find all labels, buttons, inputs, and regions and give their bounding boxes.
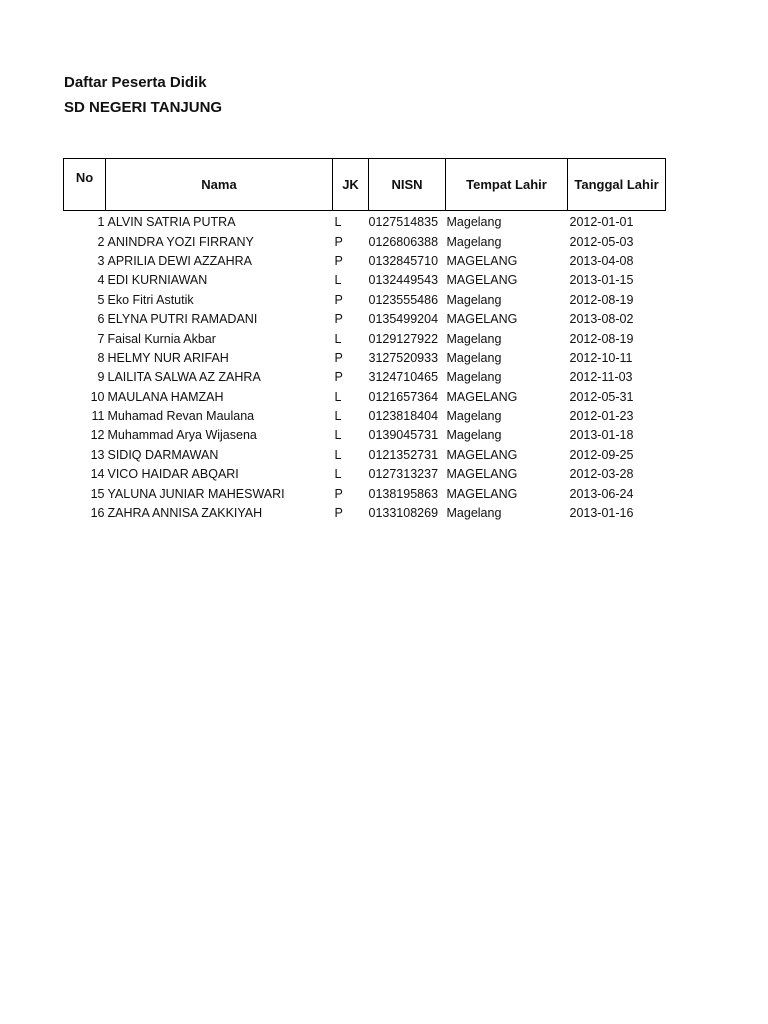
- cell-tanggal-lahir: 2013-04-08: [569, 253, 634, 268]
- cell-jk: L: [334, 428, 342, 443]
- cell-nisn: 0132449543: [368, 273, 439, 288]
- cell-no: 3: [97, 253, 105, 268]
- cell-nama: YALUNA JUNIAR MAHESWARI: [107, 486, 285, 501]
- cell-tanggal-lahir: 2012-01-23: [569, 409, 634, 424]
- cell-no: 7: [97, 331, 105, 346]
- cell-nama: HELMY NUR ARIFAH: [107, 350, 229, 365]
- table-row: [64, 349, 666, 368]
- school-name: SD NEGERI TANJUNG: [64, 99, 223, 116]
- cell-tanggal-lahir: 2012-11-03: [569, 370, 633, 385]
- cell-tempat-lahir: Magelang: [446, 506, 502, 521]
- cell-no: 5: [97, 292, 105, 307]
- cell-tempat-lahir: MAGELANG: [446, 273, 518, 288]
- cell-nama: LAILITA SALWA AZ ZAHRA: [107, 370, 261, 385]
- cell-jk: P: [334, 486, 343, 501]
- cell-no: 8: [97, 350, 105, 365]
- cell-no: 4: [97, 273, 105, 288]
- cell-nisn: 0132845710: [368, 253, 439, 268]
- cell-no: 10: [90, 389, 105, 404]
- cell-jk: P: [334, 370, 343, 385]
- cell-tanggal-lahir: 2013-01-15: [569, 273, 634, 288]
- cell-no: 16: [90, 506, 105, 521]
- header-tempat-lahir: Tempat Lahir: [446, 159, 568, 211]
- table-row: [64, 407, 666, 426]
- cell-tempat-lahir: MAGELANG: [446, 486, 518, 501]
- cell-nama: ANINDRA YOZI FIRRANY: [107, 234, 254, 249]
- cell-nisn: 0129127922: [368, 331, 439, 346]
- cell-tanggal-lahir: 2012-05-31: [569, 389, 634, 404]
- cell-nama: ZAHRA ANNISA ZAKKIYAH: [107, 506, 263, 521]
- table-row: [64, 252, 666, 271]
- cell-tempat-lahir: MAGELANG: [446, 447, 518, 462]
- document-title: Daftar Peserta Didik: [64, 74, 207, 91]
- cell-jk: P: [334, 253, 343, 268]
- cell-no: 6: [97, 312, 105, 327]
- table-header: [64, 159, 666, 211]
- cell-tempat-lahir: MAGELANG: [446, 389, 518, 404]
- cell-jk: L: [334, 389, 342, 404]
- cell-tempat-lahir: MAGELANG: [446, 253, 518, 268]
- table-row: [64, 329, 666, 348]
- cell-nama: ELYNA PUTRI RAMADANI: [107, 312, 258, 327]
- cell-nama: SIDIQ DARMAWAN: [107, 447, 219, 462]
- cell-nama: Muhamad Revan Maulana: [107, 409, 255, 424]
- cell-tanggal-lahir: 2012-05-03: [569, 234, 634, 249]
- cell-no: 9: [97, 370, 105, 385]
- cell-jk: P: [334, 234, 343, 249]
- cell-nama: Muhammad Arya Wijasena: [107, 428, 257, 443]
- table-row: [64, 368, 666, 387]
- cell-nama: Eko Fitri Astutik: [107, 292, 194, 307]
- cell-jk: P: [334, 350, 343, 365]
- cell-tanggal-lahir: 2013-01-18: [569, 428, 634, 443]
- cell-nama: ALVIN SATRIA PUTRA: [107, 215, 236, 230]
- table-body: [64, 211, 666, 524]
- cell-tempat-lahir: MAGELANG: [446, 467, 518, 482]
- cell-nisn: 0127514835: [368, 215, 439, 230]
- header-jk: JK: [333, 159, 369, 211]
- table-row: [64, 504, 666, 523]
- cell-tanggal-lahir: 2012-01-01: [569, 215, 634, 230]
- cell-nama: APRILIA DEWI AZZAHRA: [107, 253, 252, 268]
- cell-nisn: 0127313237: [368, 467, 439, 482]
- cell-tanggal-lahir: 2013-06-24: [569, 486, 634, 501]
- header-tanggal-lahir: Tanggal Lahir: [568, 159, 666, 211]
- student-table: [63, 158, 666, 523]
- cell-tempat-lahir: Magelang: [446, 215, 502, 230]
- cell-nama: MAULANA HAMZAH: [107, 389, 224, 404]
- cell-nisn: 3127520933: [368, 350, 439, 365]
- cell-no: 15: [90, 486, 105, 501]
- cell-tempat-lahir: Magelang: [446, 234, 502, 249]
- cell-nisn: 0139045731: [368, 428, 439, 443]
- table-row: [64, 211, 666, 233]
- cell-tempat-lahir: Magelang: [446, 350, 502, 365]
- cell-no: 11: [91, 409, 105, 424]
- cell-jk: L: [334, 215, 342, 230]
- cell-nama: VICO HAIDAR ABQARI: [107, 467, 239, 482]
- cell-nisn: 0138195863: [368, 486, 439, 501]
- cell-jk: L: [334, 447, 342, 462]
- cell-tanggal-lahir: 2013-01-16: [569, 506, 634, 521]
- table-row: [64, 465, 666, 484]
- cell-tanggal-lahir: 2012-08-19: [569, 292, 634, 307]
- cell-tempat-lahir: Magelang: [446, 370, 502, 385]
- cell-tempat-lahir: Magelang: [446, 331, 502, 346]
- cell-nisn: 0133108269: [368, 506, 439, 521]
- cell-nisn: 0135499204: [368, 312, 439, 327]
- cell-tempat-lahir: Magelang: [446, 409, 502, 424]
- cell-no: 1: [97, 215, 105, 230]
- cell-no: 14: [90, 467, 105, 482]
- table-row: [64, 271, 666, 290]
- cell-tempat-lahir: Magelang: [446, 428, 502, 443]
- cell-tanggal-lahir: 2012-08-19: [569, 331, 634, 346]
- cell-no: 12: [90, 428, 105, 443]
- cell-nama: Faisal Kurnia Akbar: [107, 331, 216, 346]
- cell-nisn: 0126806388: [368, 234, 439, 249]
- table-row: [64, 232, 666, 251]
- cell-jk: P: [334, 312, 343, 327]
- cell-jk: L: [334, 409, 342, 424]
- cell-tanggal-lahir: 2012-09-25: [569, 447, 634, 462]
- cell-jk: L: [334, 467, 342, 482]
- cell-no: 2: [97, 234, 105, 249]
- cell-jk: L: [334, 273, 342, 288]
- table-row: [64, 310, 666, 329]
- cell-nisn: 0123818404: [368, 409, 439, 424]
- table-row: [64, 426, 666, 445]
- cell-tanggal-lahir: 2013-08-02: [569, 312, 634, 327]
- header-nisn: NISN: [369, 159, 446, 211]
- cell-jk: P: [334, 506, 343, 521]
- cell-jk: P: [334, 292, 343, 307]
- cell-tempat-lahir: MAGELANG: [446, 312, 518, 327]
- cell-nisn: 3124710465: [368, 370, 439, 385]
- table-row: [64, 484, 666, 503]
- header-nama: Nama: [106, 159, 333, 211]
- table-row: [64, 446, 666, 465]
- table-row: [64, 388, 666, 407]
- cell-jk: L: [334, 331, 342, 346]
- cell-nisn: 0123555486: [368, 292, 439, 307]
- cell-tanggal-lahir: 2012-03-28: [569, 467, 634, 482]
- cell-nisn: 0121352731: [368, 447, 439, 462]
- table-row: [64, 291, 666, 310]
- cell-tempat-lahir: Magelang: [446, 292, 502, 307]
- cell-no: 13: [90, 447, 105, 462]
- cell-tanggal-lahir: 2012-10-11: [569, 350, 633, 365]
- cell-nama: EDI KURNIAWAN: [107, 273, 208, 288]
- cell-nisn: 0121657364: [368, 389, 439, 404]
- header-no: No: [64, 159, 106, 211]
